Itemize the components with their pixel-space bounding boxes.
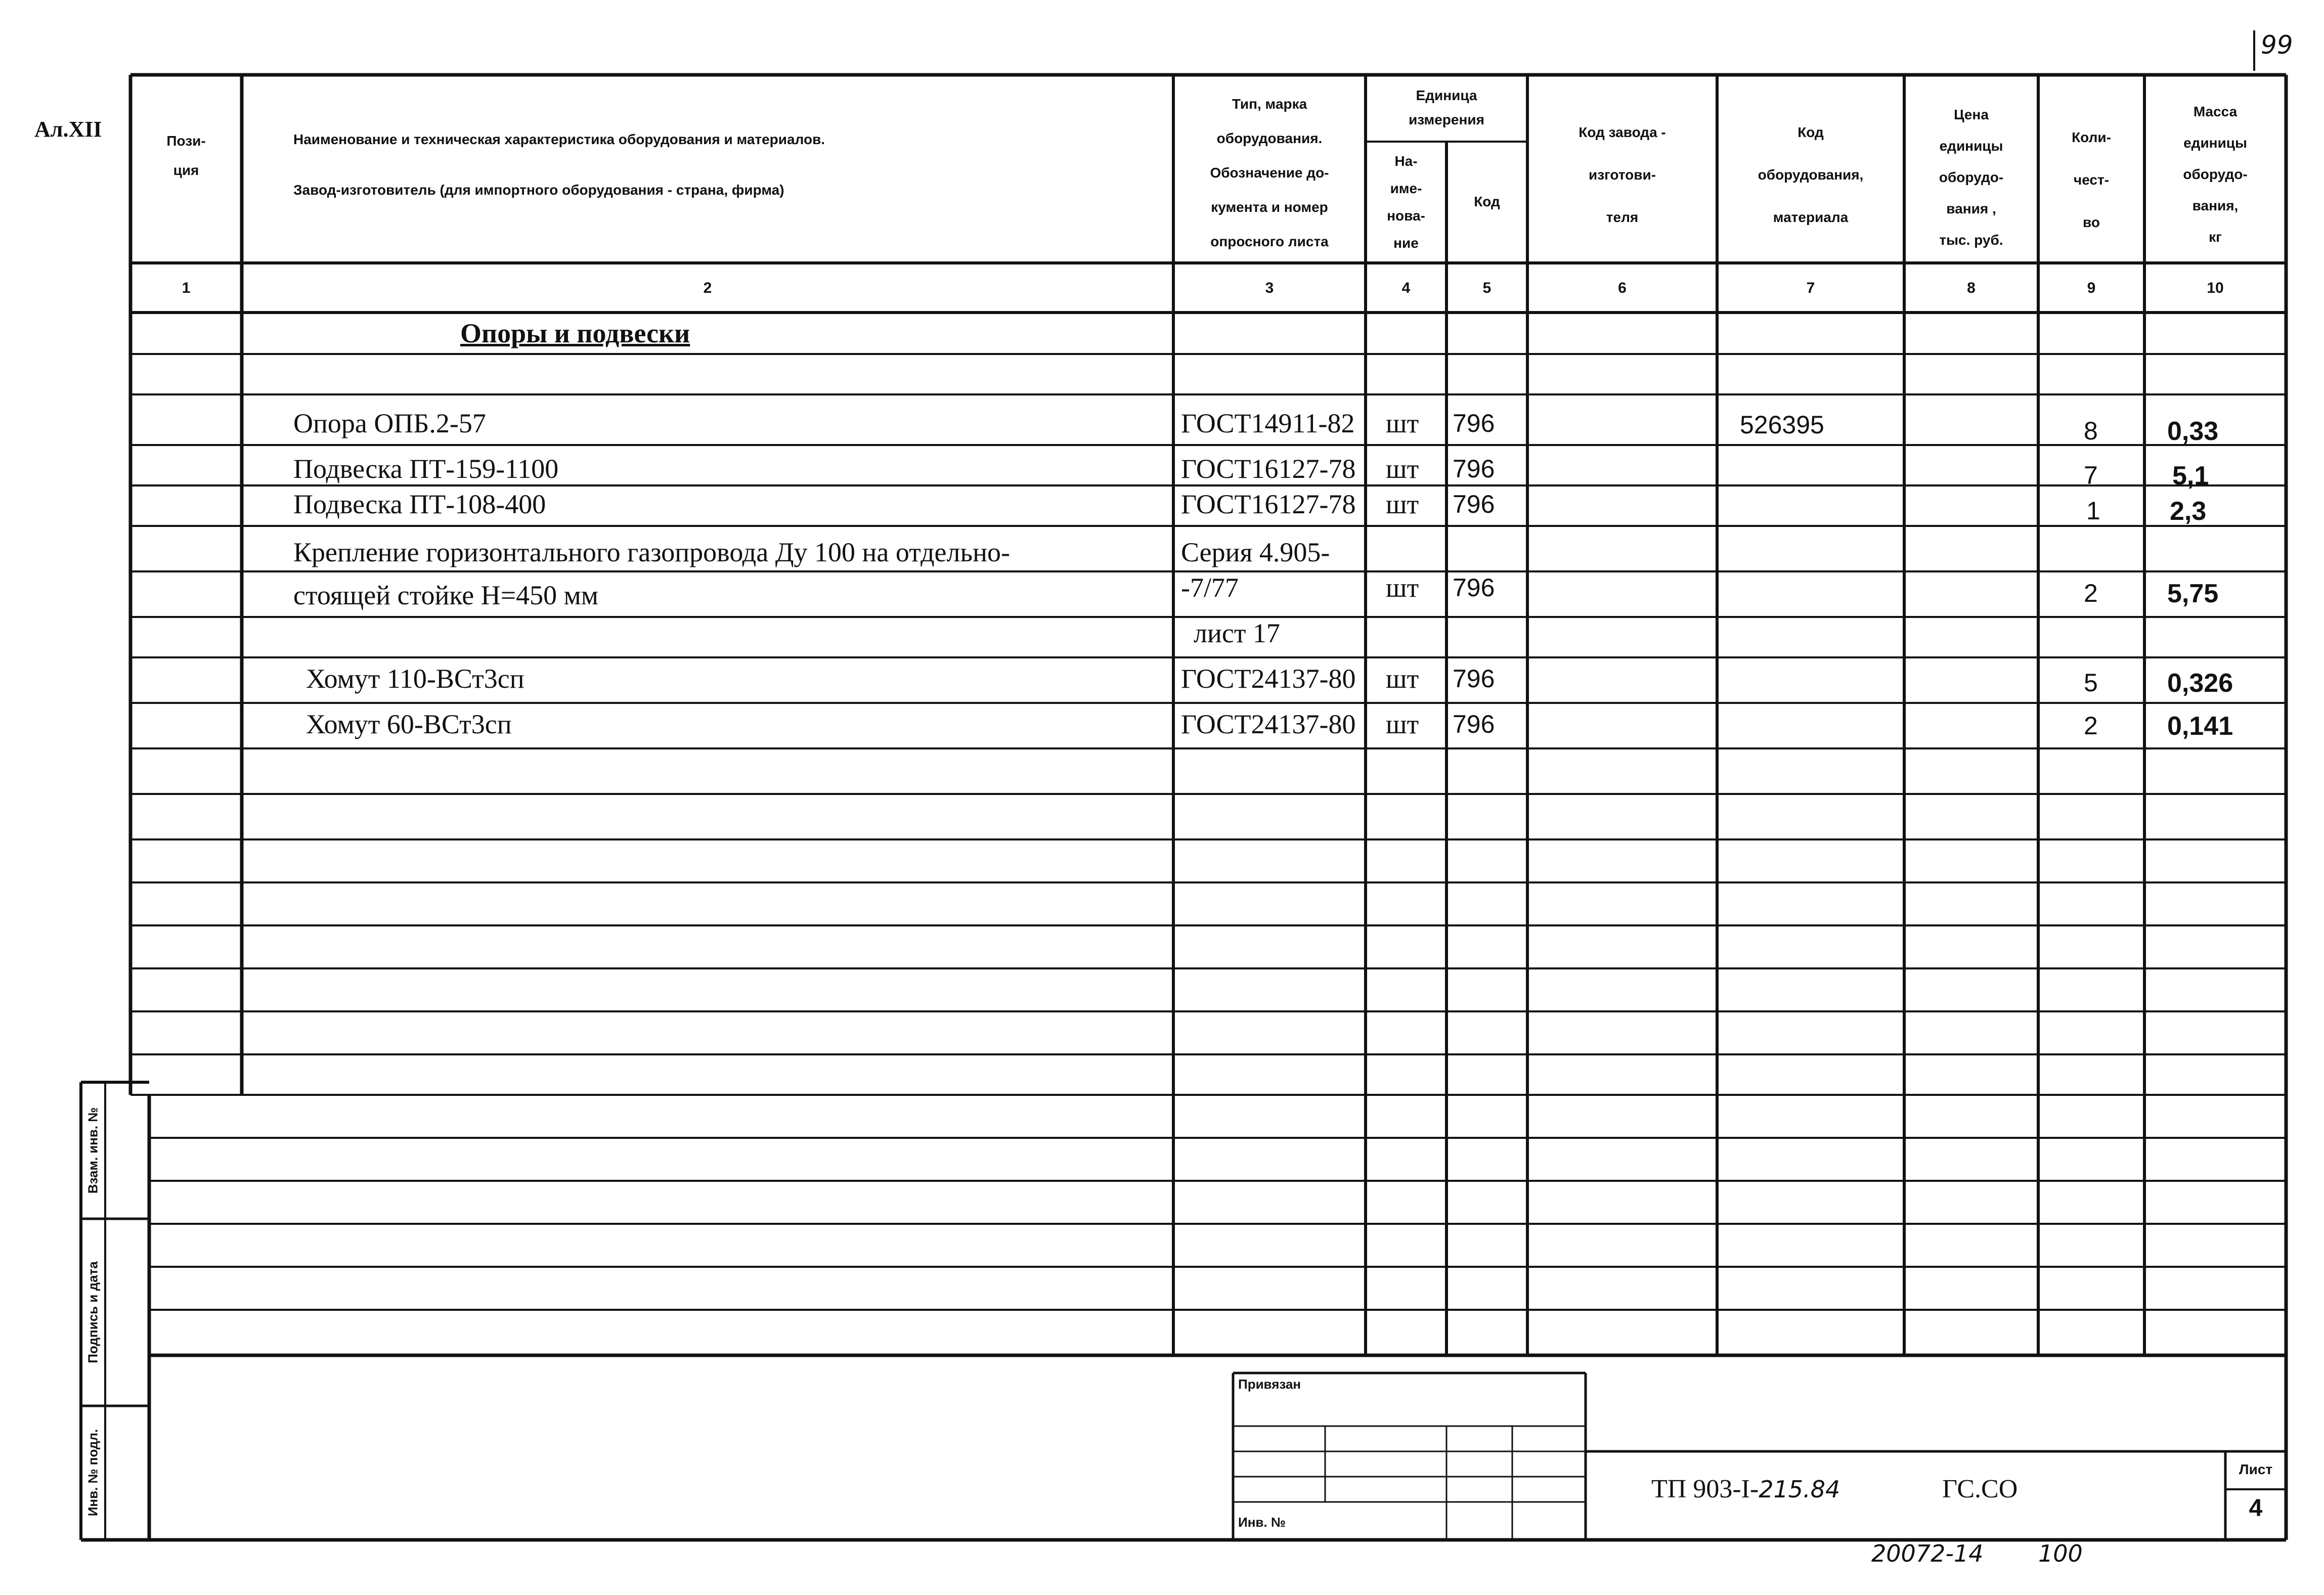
row-2-mass: 5,1	[2172, 461, 2209, 491]
col-3-title: Тип, марка оборудования. Обозначение до- кумента и номер опросного листа	[1210, 96, 1329, 249]
row-7-type: ГОСТ24137-80	[1181, 663, 1356, 694]
col-9-title: Коли- чест- во	[2072, 129, 2111, 230]
sheet-label: Лист	[2239, 1461, 2273, 1477]
col-10-number: 10	[2207, 280, 2224, 296]
row-1-equip-code: 526395	[1740, 411, 1824, 439]
col-9-number: 9	[2087, 280, 2096, 296]
row-1-name: Опора ОПБ.2-57	[293, 408, 486, 438]
row-2-type: ГОСТ16127-78	[1181, 454, 1356, 484]
row-3-type: ГОСТ16127-78	[1181, 489, 1356, 519]
row-1-qty: 8	[2084, 417, 2098, 445]
col-6-title: Код завода - изготови- теля	[1578, 124, 1666, 225]
row-7-name: Хомут 110-ВСт3сп	[306, 663, 524, 694]
row-8-name: Хомут 60-ВСт3сп	[306, 709, 512, 739]
col-7-title: Код оборудования, материала	[1758, 124, 1864, 225]
row-5-unit-code: 796	[1453, 573, 1495, 602]
row-8-unit-code: 796	[1453, 710, 1495, 738]
row-6-type: лист 17	[1194, 618, 1280, 648]
row-1-type: ГОСТ14911-82	[1181, 408, 1355, 438]
side-stamp-signature: Подпись и дата	[85, 1261, 101, 1363]
sheet-number: 4	[2249, 1495, 2263, 1522]
row-7-unit: шт	[1386, 663, 1419, 694]
col-10-title: Масса единицы оборудо- вания, кг	[2183, 104, 2248, 245]
col-4-number: 4	[1401, 280, 1411, 296]
row-2-name: Подвеска ПТ-159-1100	[293, 454, 559, 484]
col-3-number: 3	[1265, 280, 1274, 296]
bound-label: Привязан	[1238, 1377, 1301, 1392]
page-number: 99	[2261, 30, 2293, 60]
row-7-mass: 0,326	[2167, 669, 2233, 698]
col-2-number: 2	[703, 280, 712, 296]
row-5-mass: 5,75	[2167, 579, 2219, 608]
side-stamp-replacement: Взам. инв. №	[85, 1107, 101, 1194]
row-2-qty: 7	[2084, 461, 2098, 490]
row-5-name: стоящей стойке Н=450 мм	[293, 580, 599, 610]
doc-code: ГС.СО	[1942, 1475, 2018, 1503]
row-3-mass: 2,3	[2170, 497, 2207, 526]
row-5-qty: 2	[2084, 579, 2098, 607]
row-5-type: -7/77	[1181, 572, 1239, 603]
row-1-unit-code: 796	[1453, 409, 1495, 437]
col-7-number: 7	[1806, 280, 1815, 296]
col-1-number: 1	[182, 280, 191, 296]
row-8-unit: шт	[1386, 709, 1419, 739]
col-4-title: На- име- нова- ние	[1387, 153, 1425, 251]
row-8-qty: 2	[2084, 712, 2098, 740]
row-4-name: Крепление горизонтального газопровода Ду 100 на отдельно-	[293, 537, 1010, 567]
footer-page-number: 100	[2038, 1540, 2083, 1567]
row-3-qty: 1	[2086, 497, 2100, 525]
row-7-qty: 5	[2084, 669, 2098, 697]
col-8-title: Цена единицы оборудо- вания , тыс. руб.	[1939, 107, 2004, 248]
side-stamp-original-inv: Инв. № подл.	[85, 1429, 101, 1517]
col-6-number: 6	[1618, 280, 1627, 296]
row-2-unit-code: 796	[1453, 455, 1495, 483]
col-5-title: Код	[1474, 194, 1500, 209]
row-1-mass: 0,33	[2167, 417, 2219, 446]
sheet-tag: Ал.XII	[34, 117, 102, 142]
unit-group-title: Единица измерения	[1409, 87, 1484, 127]
row-1-unit: шт	[1386, 408, 1419, 438]
row-4-type: Серия 4.905-	[1181, 537, 1330, 567]
row-3-unit-code: 796	[1453, 490, 1495, 518]
col-1-title: Пози- ция	[166, 133, 206, 178]
footer-order-number: 20072-14	[1871, 1540, 1984, 1567]
row-8-type: ГОСТ24137-80	[1181, 709, 1356, 739]
row-5-unit: шт	[1386, 572, 1419, 603]
section-title: Опоры и подвески	[460, 318, 690, 348]
row-3-name: Подвеска ПТ-108-400	[293, 489, 546, 519]
row-7-unit-code: 796	[1453, 664, 1495, 693]
row-8-mass: 0,141	[2167, 712, 2233, 741]
row-3-unit: шт	[1386, 489, 1419, 519]
doc-designation: ТП 903-I-215.84	[1651, 1475, 1840, 1503]
col-8-number: 8	[1967, 280, 1976, 296]
inv-label: Инв. №	[1238, 1515, 1286, 1530]
col-2-title: Наименование и техническая характеристика оборудования и материалов. Завод-изготовитель (для импортного оборудования - страна, фирма)	[293, 131, 825, 198]
col-5-number: 5	[1482, 280, 1492, 296]
row-2-unit: шт	[1386, 454, 1419, 484]
